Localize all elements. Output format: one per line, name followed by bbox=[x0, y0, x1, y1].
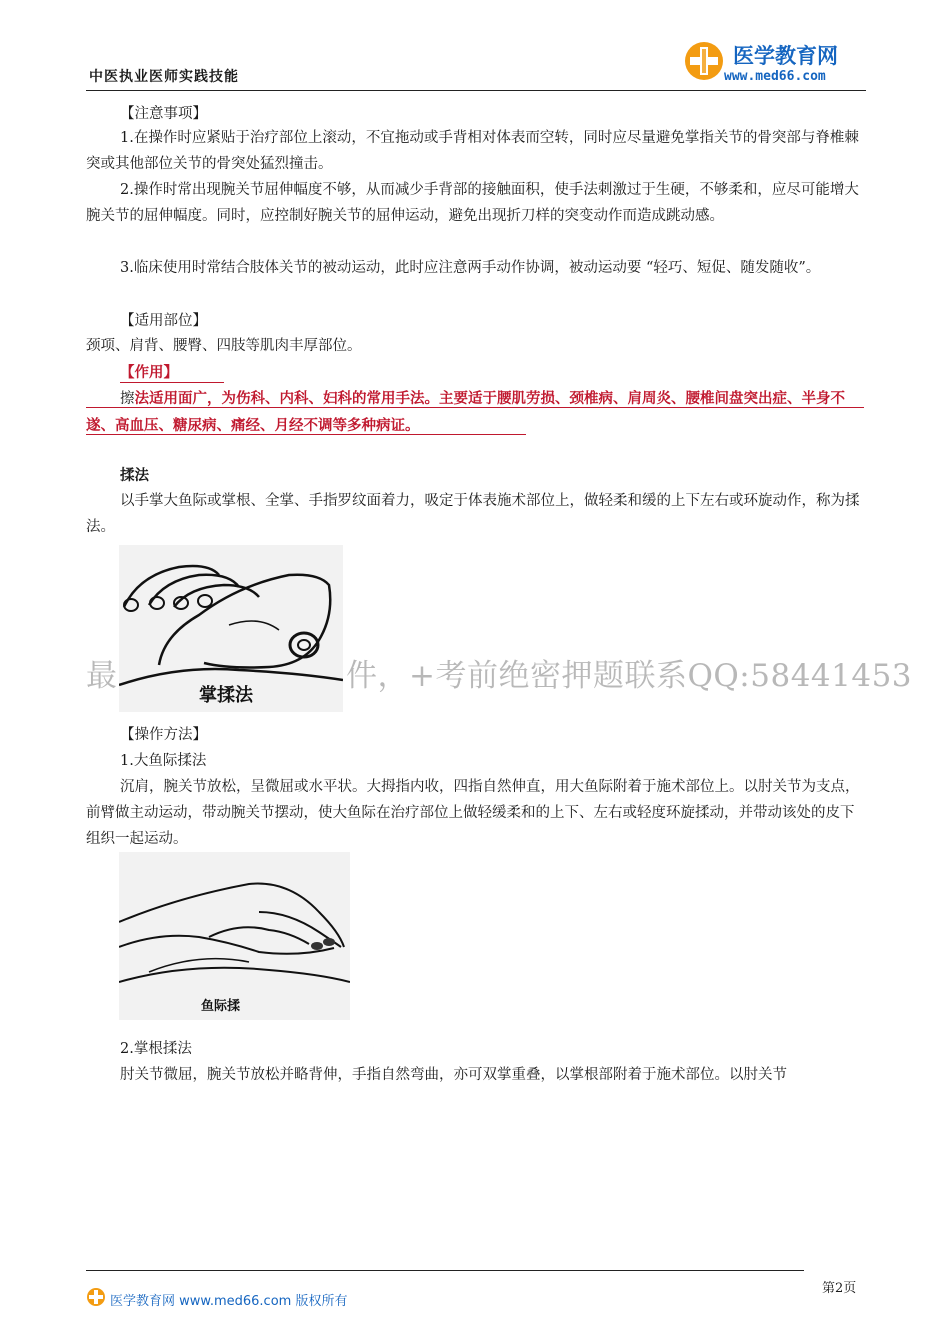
logo-name: 医学教育网 bbox=[733, 44, 838, 68]
notes-item-2: 2.操作时常出现腕关节屈伸幅度不够，从而减少手背部的接触面积，使手法刺激过于生硬，不够柔和，应尽可能增大腕关节的屈伸幅度。同时，应控制好腕关节的屈伸运动，避免出现折刀样的突变动作而造成跳动感。 bbox=[86, 182, 859, 224]
method-sub-1: 1.大鱼际揉法 bbox=[120, 753, 207, 769]
palm-kneading-illustration bbox=[119, 545, 343, 712]
effect-heading-underline bbox=[120, 382, 224, 383]
effect-underline-2 bbox=[86, 434, 526, 435]
header-divider bbox=[86, 90, 866, 91]
footer-logo-icon bbox=[86, 1287, 106, 1307]
effect-first-char: 擦 bbox=[120, 391, 135, 407]
document-title: 中医执业医师实践技能 bbox=[89, 69, 239, 85]
footer-divider bbox=[86, 1270, 804, 1271]
method-text-1: 沉肩，腕关节放松，呈微屈或水平状。大拇指内收，四指自然伸直，用大鱼际附着于施术部位上。以肘关节为支点，前臂做主动运动，带动腕关节摆动，使大鱼际在治疗部位上做轻缓柔和的上下、左右或轻度环旋揉动，并带动该处的皮下组织一起运动。 bbox=[86, 779, 860, 847]
watermark-right: 件，+考前绝密押题联系QQ:58441453 bbox=[346, 658, 913, 694]
thenar-kneading-illustration bbox=[119, 852, 350, 1020]
thenar-kneading-figure bbox=[119, 852, 350, 1020]
notes-item-1: 1.在操作时应紧贴于治疗部位上滚动，不宜拖动或手背相对体表而空转，同时应尽量避免掌指关节的骨突部与脊椎棘突或其他部位关节的骨突处猛烈撞击。 bbox=[86, 130, 859, 172]
sites-text: 颈项、肩背、腰臀、四肢等肌肉丰厚部位。 bbox=[86, 338, 362, 354]
figure2-caption: 鱼际揉 bbox=[201, 999, 241, 1014]
effect-underline-1 bbox=[86, 407, 864, 408]
effect-text: 法适用面广，为伤科、内科、妇科的常用手法。主要适于腰肌劳损、颈椎病、肩周炎、腰椎间盘突出症、半身不遂、高血压、糖尿病、痛经、月经不调等多种病证。 bbox=[86, 391, 845, 434]
watermark-left: 最 bbox=[86, 658, 118, 694]
logo-icon bbox=[683, 40, 725, 82]
kneading-definition: 以手掌大鱼际或掌根、全掌、手指罗纹面着力，吸定于体表施术部位上，做轻柔和缓的上下左右或环旋动作，称为揉法。 bbox=[86, 493, 860, 535]
palm-kneading-figure bbox=[119, 545, 343, 712]
figure1-caption: 掌揉法 bbox=[199, 685, 253, 706]
method-text-2: 肘关节微屈，腕关节放松并略背伸，手指自然弯曲，亦可双掌重叠，以掌根部附着于施术部位。以肘关节 bbox=[120, 1067, 787, 1083]
footer-brand: 医学教育网 www.med66.com 版权所有 bbox=[110, 1294, 348, 1309]
logo-url: www.med66.com bbox=[724, 69, 826, 84]
effect-paragraph bbox=[86, 386, 866, 440]
method-sub-2: 2.掌根揉法 bbox=[120, 1041, 192, 1057]
section-heading-method: 【操作方法】 bbox=[120, 727, 207, 743]
notes-item-3: 3.临床使用时常结合肢体关节的被动运动，此时应注意两手动作协调，被动运动要 “轻巧、短促、随发随收”。 bbox=[120, 260, 821, 276]
section-heading-sites: 【适用部位】 bbox=[120, 313, 207, 329]
page-number: 第2页 bbox=[822, 1281, 857, 1296]
section-heading-notes: 【注意事项】 bbox=[120, 106, 207, 122]
kneading-title: 揉法 bbox=[120, 468, 149, 484]
section-heading-effect: 【作用】 bbox=[120, 365, 178, 381]
